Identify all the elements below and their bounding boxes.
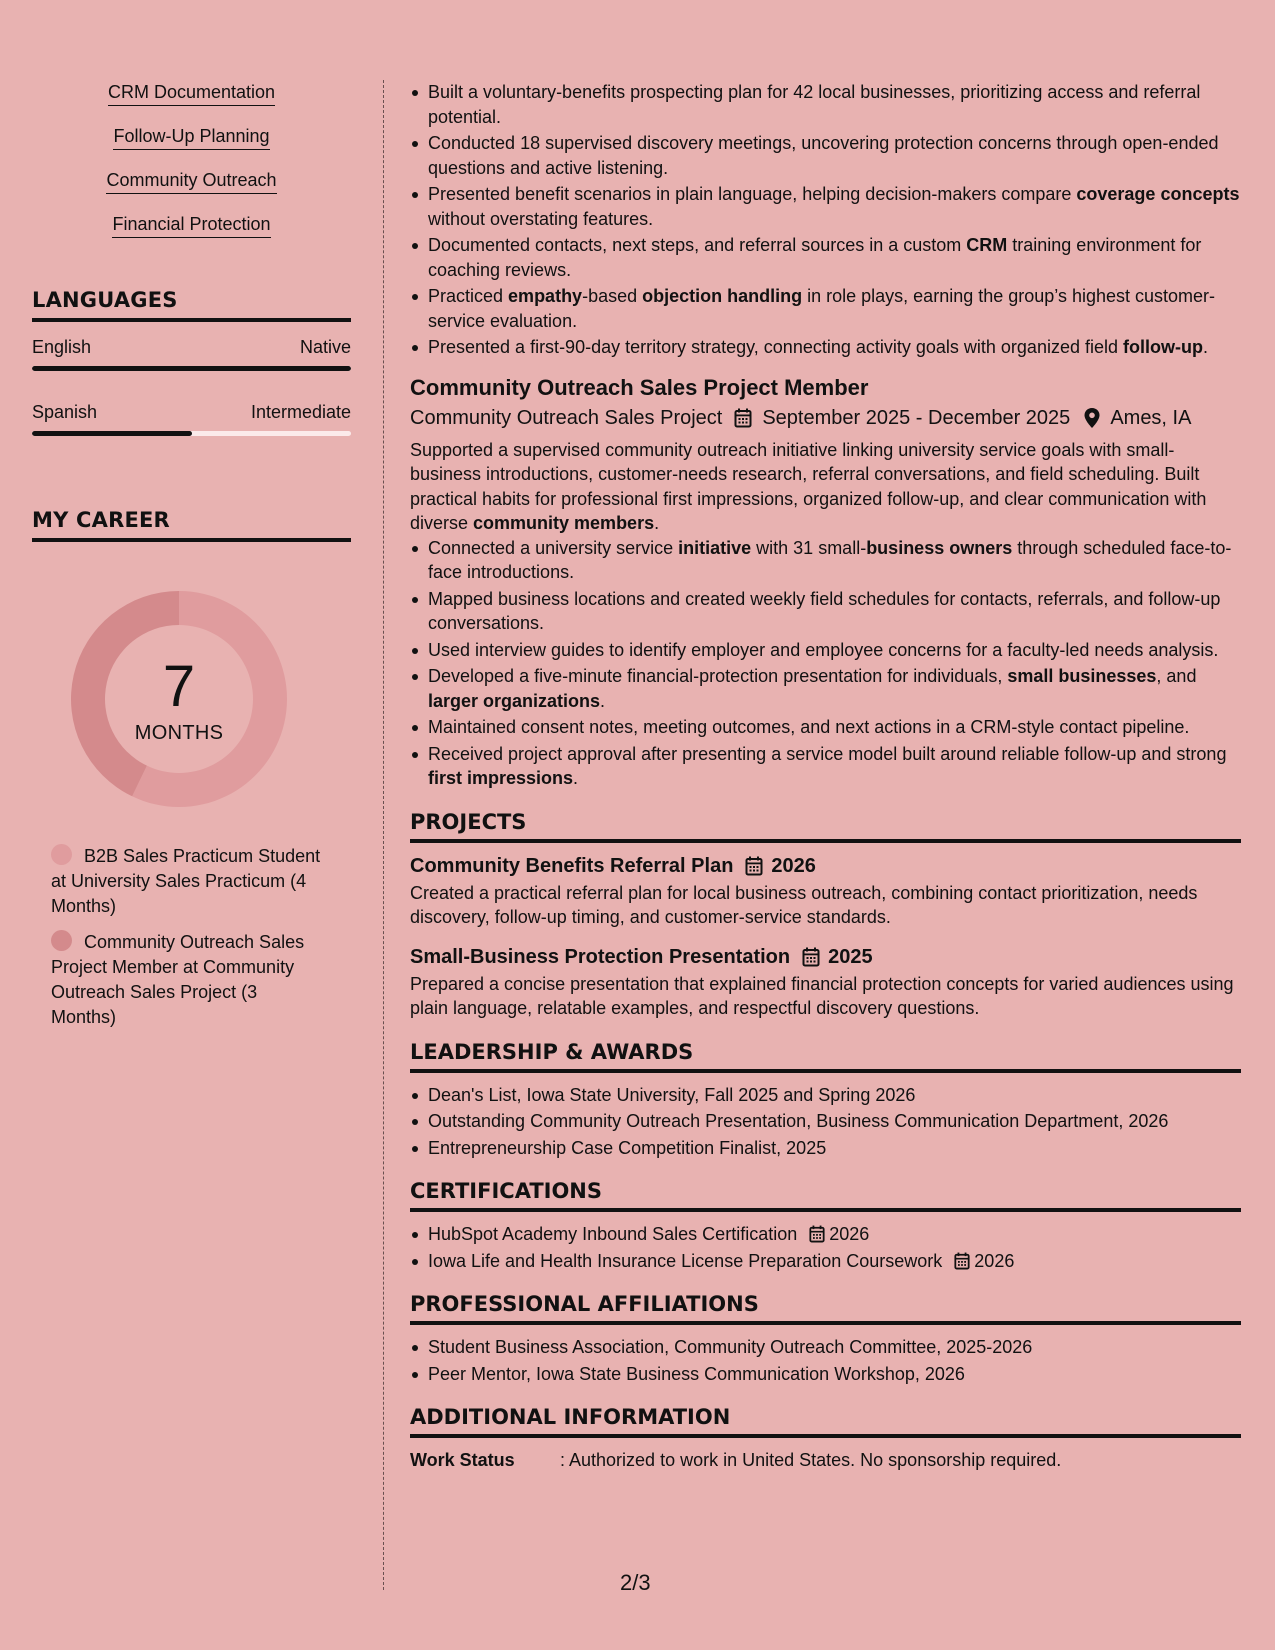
job-bullet: Received project approval after presenting a service model built around reliable follow-up and strong first impressions. xyxy=(410,742,1241,791)
legend-label: B2B Sales Practicum Student at University Sales Practicum (4 Months) xyxy=(51,846,321,916)
affiliations-heading: PROFESSIONAL AFFILIATIONS xyxy=(410,1291,1241,1325)
career-heading: MY CAREER xyxy=(32,508,351,542)
certification-item xyxy=(410,1222,1241,1247)
skill-tag: CRM Documentation xyxy=(108,82,275,106)
job-meta xyxy=(410,404,1241,432)
career-total-unit: MONTHS xyxy=(134,722,224,744)
projects-heading: PROJECTS xyxy=(410,809,1241,843)
language-item xyxy=(32,401,351,436)
leadership-item: Entrepreneurship Case Competition Finalist, 2025 xyxy=(410,1136,1241,1161)
leadership-item: Outstanding Community Outreach Presentation, Business Communication Department, 2026 xyxy=(410,1109,1241,1134)
calendar-icon xyxy=(802,947,820,967)
languages-heading: LANGUAGES xyxy=(32,288,351,322)
job-summary: Supported a supervised community outreach initiative linking university service goals with small-business introductions, customer-needs research, referral conversations, and field scheduling. Built practical habits for professional first impressions, organized follow-up, and clear communication with diverse community members. xyxy=(410,439,1207,533)
right-column xyxy=(410,80,1241,1473)
column-divider xyxy=(383,80,384,1590)
affiliation-item: Student Business Association, Community Outreach Committee, 2025-2026 xyxy=(410,1335,1241,1360)
job-dates: September 2025 - December 2025 xyxy=(762,406,1071,429)
job-title: Community Outreach Sales Project Member xyxy=(410,374,869,400)
career-legend-item xyxy=(51,844,326,919)
project-description: Created a practical referral plan for local business outreach, combining contact prioritization, needs discovery, follow-up timing, and customer-service standards. xyxy=(410,882,1198,927)
job-company: Community Outreach Sales Project xyxy=(410,406,723,429)
leadership-item: Dean's List, Iowa State University, Fall 2025 and Spring 2026 xyxy=(410,1083,1241,1108)
project-title: Community Benefits Referral Plan xyxy=(410,854,734,877)
certifications-heading: CERTIFICATIONS xyxy=(410,1178,1241,1212)
job-bullet: Used interview guides to identify employer and employee concerns for a faculty-led needs analysis. xyxy=(410,638,1241,663)
language-proficiency-bar xyxy=(32,431,351,436)
language-proficiency-fill xyxy=(32,431,192,436)
career-total-number: 7 xyxy=(162,654,196,719)
additional-heading: ADDITIONAL INFORMATION xyxy=(410,1404,1241,1438)
affiliation-item: Peer Mentor, Iowa State Business Communication Workshop, 2026 xyxy=(410,1362,1241,1387)
job-location: Ames, IA xyxy=(1110,406,1192,429)
certification-year: 2026 xyxy=(829,1224,870,1244)
certification-item xyxy=(410,1249,1241,1274)
skills-list xyxy=(32,82,351,258)
experience-bullet: Conducted 18 supervised discovery meetings, uncovering protection concerns through open-ended questions and active listening. xyxy=(410,131,1241,180)
calendar-icon xyxy=(809,1225,825,1243)
calendar-icon xyxy=(954,1252,970,1270)
certification-name: Iowa Life and Health Insurance License Preparation Coursework xyxy=(428,1250,943,1271)
leadership-heading: LEADERSHIP & AWARDS xyxy=(410,1039,1241,1073)
work-status-label: Work Status xyxy=(410,1450,515,1470)
left-column xyxy=(32,82,351,1041)
experience-bullet: Documented contacts, next steps, and referral sources in a custom CRM training environment for coaching reviews. xyxy=(410,233,1241,282)
certification-year: 2026 xyxy=(974,1250,1015,1271)
certification-name: HubSpot Academy Inbound Sales Certification xyxy=(428,1224,798,1244)
job-bullet: Mapped business locations and created weekly field schedules for contacts, referrals, and follow-up conversations. xyxy=(410,587,1241,636)
project-year: 2026 xyxy=(771,854,816,877)
calendar-icon xyxy=(734,408,752,428)
language-level: Intermediate xyxy=(250,402,351,422)
work-status-value: : Authorized to work in United States. No sponsorship required. xyxy=(560,1450,1062,1470)
job-bullet: Maintained consent notes, meeting outcomes, and next actions in a CRM-style contact pipeline. xyxy=(410,715,1241,740)
skill-tag: Financial Protection xyxy=(112,214,270,238)
language-item xyxy=(32,336,351,371)
experience-bullet: Presented benefit scenarios in plain language, helping decision-makers compare coverage concepts without overstating features. xyxy=(410,182,1241,231)
skill-tag: Community Outreach xyxy=(106,170,276,194)
project-item xyxy=(410,853,1241,930)
language-name: Spanish xyxy=(32,402,98,422)
affiliations-list xyxy=(410,1335,1241,1386)
project-title: Small-Business Protection Presentation xyxy=(410,945,791,968)
career-legend-item xyxy=(51,930,326,1030)
job-bullet: Developed a five-minute financial-protection presentation for individuals, small businesses, and larger organizations. xyxy=(410,664,1241,713)
page-number: 2/3 xyxy=(620,1570,651,1595)
job-bullet: Connected a university service initiative with 31 small-business owners through scheduled face-to-face introductions. xyxy=(410,536,1241,585)
skill-tag: Follow-Up Planning xyxy=(113,126,269,150)
additional-row xyxy=(410,1448,1241,1473)
career-donut-chart xyxy=(66,586,292,812)
project-description: Prepared a concise presentation that explained financial protection concepts for varied audiences using plain language, relatable examples, and respectful discovery questions. xyxy=(410,973,1234,1018)
legend-dot xyxy=(51,844,72,865)
experience-bullets xyxy=(410,80,1241,360)
legend-dot xyxy=(51,930,72,951)
language-name: English xyxy=(32,337,92,357)
project-year: 2025 xyxy=(828,945,873,968)
job-bullets xyxy=(410,536,1241,791)
language-proficiency-fill xyxy=(32,366,351,371)
legend-label: Community Outreach Sales Project Member at Community Outreach Sales Project (3 Months) xyxy=(51,932,305,1027)
experience-bullet: Built a voluntary-benefits prospecting plan for 42 local businesses, prioritizing access and referral potential. xyxy=(410,80,1241,129)
leadership-list xyxy=(410,1083,1241,1161)
project-item xyxy=(410,944,1241,1021)
certifications-list xyxy=(410,1222,1241,1273)
experience-bullet: Practiced empathy-based objection handling in role plays, earning the group’s highest customer-service evaluation. xyxy=(410,284,1241,333)
calendar-icon xyxy=(745,856,763,876)
experience-bullet: Presented a first-90-day territory strategy, connecting activity goals with organized field follow-up. xyxy=(410,335,1241,360)
location-pin-icon xyxy=(1084,408,1100,428)
language-level: Native xyxy=(299,337,351,357)
career-legend xyxy=(51,844,326,1030)
language-proficiency-bar xyxy=(32,366,351,371)
